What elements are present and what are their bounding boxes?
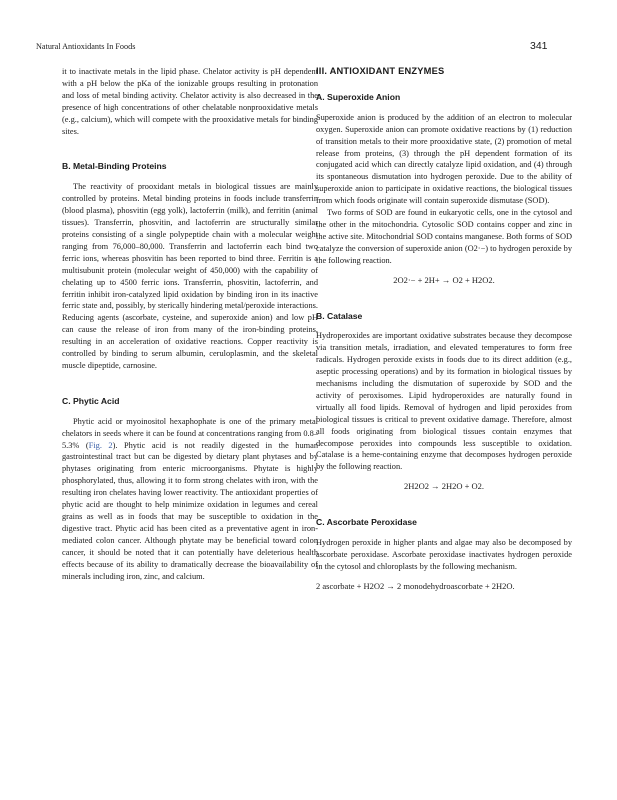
- running-title: Natural Antioxidants In Foods: [36, 42, 136, 51]
- ascorbate-peroxidase-heading: C. Ascorbate Peroxidase: [316, 517, 417, 528]
- page-number: 341: [530, 40, 548, 52]
- metal-binding-paragraph: The reactivity of prooxidant metals in biological tissues are mainly controlled by proteins. Metal binding proteins in foods include transferrin (blood plasma), phosvitin (egg yolk), lactoferrin (milk), and ferritin (animal tissues). Transferrin, phosvitin, and lactoferrin are structurally similar proteins consisting of a single polypeptide chain with a molecular weight ranging from 76,000–80,000. Transferrin and lactoferrin each bind two ferric ions, whereas phosvitin has been reported to bind three. Ferritin is a multisubunit protein (molecular weight of 450,000) with the capability of chelating up to 4500 ferric ions. Transferrin, phosvitin, lactoferrin, and ferritin inhibit iron-catalyzed lipid oxidation by binding iron in its inactive ferric state and, possibly, by sterically hindering metal/peroxide interactions. Reducing agents (ascorbate, cysteine, and superoxide anion) and low pH can cause the release of iron from many of the iron-binding proteins, resulting in an acceleration of oxidative reactions. Copper reactivity is controlled by binding to serum albumin, ceruloplasmin, and the skeletal muscle dipeptide, carnosine.: [62, 182, 318, 370]
- metal-binding-heading: B. Metal-Binding Proteins: [62, 161, 167, 172]
- superoxide-heading: A. Superoxide Anion: [316, 91, 401, 102]
- equation-catalase: 2H2O2 → 2H2O + O2.: [403, 481, 485, 492]
- left-column: [62, 66, 318, 582]
- intro-paragraph: it to inactivate metals in the lipid phase. Chelator activity is pH dependent with a pH below the pKa of the ionizable groups resulting in protonation and loss of metal binding activity. Chelator activity is also decreased in the presence of high concentrations of other chelatable nonprooxidative metals (e.g., calcium), which will compete with the prooxidative metals for binding sites.: [62, 67, 318, 136]
- phytic-text-a: Phytic acid or myoinositol hexaphophate is one of the primary metal chelators in seeds where it can be found at concentrations ranging from 0.8–5.3% (: [62, 416, 318, 450]
- right-column: [316, 66, 572, 593]
- ascorbate-paragraph: Hydrogen peroxide in higher plants and algae may also be decomposed by ascorbate peroxidase. Ascorbate peroxidase inactivates hydrogen peroxide in the cytosol and chloroplasts by the following mechanism.: [316, 538, 572, 571]
- phytic-acid-paragraph: [62, 416, 318, 583]
- superoxide-paragraph-2: Two forms of SOD are found in eukaryotic cells, one in the cytosol and the other in the mitochondria. Cytosolic SOD contains copper and zinc in the active site. Mitochondrial SOD contains manganese. Both forms of SOD catalyze the conversion of superoxide anion (O2·−) to hydrogen peroxide by the following reaction.: [316, 208, 572, 265]
- catalase-heading: B. Catalase: [316, 310, 363, 321]
- figure-2-link[interactable]: Fig. 2: [88, 440, 113, 450]
- phytic-text-b: ). Phytic acid is not readily digested in the human gastrointestinal tract but can be digested by dietary plant phytases and by phytases originating from enteric microorganisms. Phytate is highly phosphorylated, thus, allowing it to form strong chelates with iron, with the resulting iron chelates having lower reactivity. The antioxidant properties of phytic acid are thought to help minimize oxidation in legumes and cereal grains as well as in foods that may be susceptible to oxidation in the digestive tract. Phytic acid has been cited as a preventative agent in iron-mediated colon cancer. Although phytate may be beneficial toward colon cancer, it should be noted that it can potentially have deleterious health effects because of its ability to dramatically decrease the bioavailability of minerals including iron, zinc, and calcium.: [62, 440, 318, 581]
- phytic-acid-heading: C. Phytic Acid: [62, 395, 120, 406]
- equation-sod: 2O2·− + 2H+ → O2 + H2O2.: [393, 274, 495, 285]
- equation-ascorbate: 2 ascorbate + H2O2 → 2 monodehydroascorbate + 2H2O.: [316, 580, 515, 591]
- antioxidant-enzymes-heading: III. ANTIOXIDANT ENZYMES: [316, 66, 445, 76]
- superoxide-paragraph-1: Superoxide anion is produced by the addition of an electron to molecular oxygen. Superoxide anion can promote oxidative reactions by (1) reduction of transition metals to their more prooxidative state, (2) promotion of metal release from proteins, (3) through the pH dependent formation of its conjugated acid which can directly catalyze lipid oxidation, and (4) through its spontaneous dismutation into hydrogen peroxide. Due to the ability of superoxide anion to participate in oxidative reactions, the biological tissues from which foods originate will contain superoxide dismutase (SOD).: [316, 112, 572, 206]
- catalase-paragraph: Hydroperoxides are important oxidative substrates because they decompose via transition metals, irradiation, and elevated temperatures to form free radicals. Hydrogen peroxide exists in foods due to its direct addition (e.g., aseptic processing operations) and by its formation in biological tissues by mechanisms including the dismutation of superoxide by SOD and the activity of peroxisomes. Lipid hydroperoxides are naturally found in virtually all food lipids. Removal of hydrogen and lipid peroxides from biological tissues is critical to prevent oxidative damage. Therefore, almost all foods originating from biological tissues contain enzymes that decompose peroxides into compounds less susceptible to oxidation. Catalase is a heme-containing enzyme that decomposes hydrogen peroxide by the following reaction.: [316, 331, 572, 472]
